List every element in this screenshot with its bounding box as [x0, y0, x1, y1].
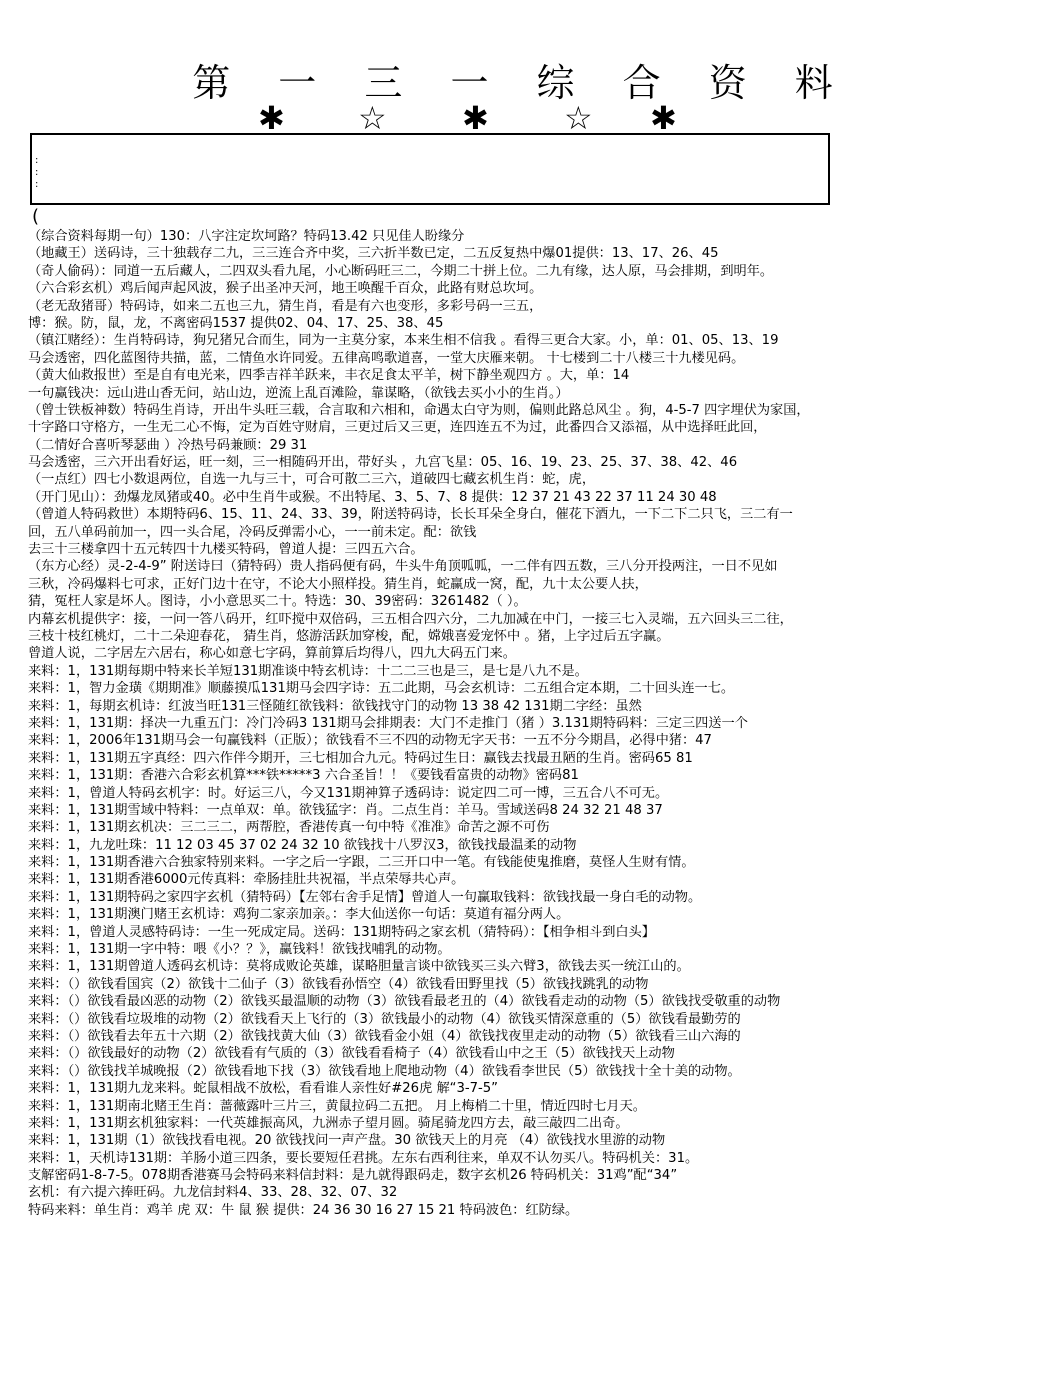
text-line: （一点红）四七小数退两位，自选一九与三十，可合可散二三六，道破四七藏玄机生肖：蛇，虎，	[28, 472, 596, 488]
text-line: （曾士铁板神数）特码生肖诗，开出牛头旺三载，合言取和六相和，命遇太白守为则，偏则此路总风尘 。狗，4-5-7 四字埋伏为家国，	[28, 402, 810, 418]
text-line: 来料：1，131期特码之家四字玄机（猜特码）【左邻右舍手足情】曾道人一句赢取钱料：欲钱找最一身白毛的动物。	[28, 889, 702, 905]
text-line: 来料：1，131期曾道人透码玄机诗：莫将成败论英雄，谋略胆量言谈中欲钱买三头六臂3，欲钱去买一统江山的。	[28, 959, 690, 975]
text-line: 来料：1，131期五字真经：四六作伴今期开，三七相加合九元。特码过生日：赢钱去找最丑陋的生肖。密码65 81	[28, 750, 693, 766]
corner-mark: (	[32, 206, 40, 227]
text-line: 来料：（）欲钱看去年五十六期（2）欲钱找黄大仙（3）欲钱看金小姐（4）欲钱找夜里走动的动物（5）欲钱看三山六海的	[28, 1028, 741, 1044]
text-line: 来料：1，曾道人灵感特码诗：一生一死成定局。送码：131期特码之家玄机（猜特码）：【相争相斗到白头】	[28, 924, 655, 940]
text-line: 猜，冤枉人家是坏人。图诗，小小意思买二十。特选：30、39密码：3261482（ ）。	[28, 594, 527, 610]
text-line: 来料：1，131期一字中特：喂《小？？》，赢钱料！欲钱找哺乳的动物。	[28, 942, 451, 958]
text-line: 博：猴。防，鼠，龙，不离密码1537 提供02、04、17、25、38、45	[28, 315, 444, 331]
text-line: 来料：1，131期香港6000元传真料：牵肠挂肚共祝福，半点荣辱共心声。	[28, 872, 465, 888]
star-outline-icon: ☆	[358, 99, 387, 137]
text-line: 来料：1，131期：择决一九重五门：冷门冷码3 131期马会排期表：大门不走推门（猪 ）3.131期特码料：三定三四送一个	[28, 715, 748, 731]
text-line: （二情好合喜听琴瑟曲 ）冷热号码兼顾：29 31	[28, 437, 308, 453]
text-line: 来料：1，曾道人特码玄机字：时。好运三八，今又131期神算子透码诗：说定四二可一博，三五合八不可无。	[28, 785, 669, 801]
asterisk-icon: ✱	[650, 99, 677, 137]
text-line: （老无敌猪哥）特码诗，如来二五也三九，猜生肖，看是有六也变形，多彩号码一三五，	[28, 298, 543, 314]
text-line: 来料：1，九龙吐珠：11 12 03 45 37 02 24 32 10 欲钱找十八罗汉3，欲钱找最温柔的动物	[28, 837, 577, 853]
text-line: （六合彩玄机）鸡后闻声起风波，猴子出圣冲天河，地王唤醒千百众，此路有财总坎坷。	[28, 281, 543, 297]
text-line: （东方心经）灵-2-4-9” 附送诗曰（猜特码）贵人指码便有码，牛头牛角顶呱呱，一二伴有四五数，三八分开投两注，一日不见如	[28, 559, 778, 575]
text-line: 来料：1，131期南北赌王生肖：蔷薇露叶三片三，黄鼠拉码二五把。 月上梅梢二十里，情近四时七月天。	[28, 1098, 646, 1114]
star-row	[0, 98, 1043, 138]
asterisk-icon: ✱	[462, 99, 489, 137]
text-line: 来料：1，131期香港六合独家特别来料。一字之后一字跟，二三开口中一笔。有钱能使鬼推磨，莫怪人生财有情。	[28, 855, 695, 871]
text-line: 来料：（）欲钱看垃圾堆的动物（2）欲钱看天上飞行的（3）欲钱最小的动物（4）欲钱买情深意重的（5）欲钱看最勤劳的	[28, 1011, 741, 1027]
text-line: 来料：1，131期：香港六合彩玄机算***铁*****3 六合圣旨！！《要钱看富贵的动物》密码81	[28, 768, 579, 784]
empty-frame-box	[30, 133, 830, 205]
text-line: （奇人偷码）：同道一五后藏人，二四双头看九尾，小心断码旺三二，今期二十拼上位。二九有缘，达人原，马会排期，到明年。	[28, 263, 774, 279]
text-lines	[28, 228, 1033, 1219]
text-line: 来料：1，131期雪域中特料：一点单双：单。欲钱猛字：肖。二点生肖：羊马。雪域送码8 24 32 21 48 37	[28, 802, 663, 818]
text-line: 来料：1，智力金璜《期期准》顺藤摸瓜131期马会四字诗：五二此期，马会玄机诗：二五组合定本期，二十回头连一七。	[28, 681, 735, 697]
text-line: （开门见山）：劲爆龙凤猪或40。必中生肖牛或猴。不出特尾、3、5、7、8 提供：12 37 21 43 22 37 11 24 30 48	[28, 489, 717, 505]
text-line: 马会透密，三六开出看好运，旺一刻，三一相随码开出，带好头 ，九宫飞星：05、16、19、23、25、37、38、42、46	[28, 455, 738, 471]
text-line: 来料：1，131期（1）欲钱找看电视。20 欲钱找问一声产盘。30 欲钱天上的月亮 （4）欲钱找水里游的动物	[28, 1133, 666, 1149]
text-line: 马会透密，四化蓝图待共描，蓝，二情鱼水许同爱。五律高鸣歌道喜，一堂大庆雁来朝。 十七楼到二十八楼三十九楼见码。	[28, 350, 745, 366]
text-line: （镇江赌经）：生肖特码诗，狗兄猪兄合而生，同为一主莫分家，本来生相不信我 。看得三更合大家。小，单：01、05、13、19	[28, 333, 779, 349]
star-outline-icon: ☆	[564, 99, 593, 137]
text-line: 来料：1，131期九龙来料。蛇鼠相战不放松，看看谁人亲性好#26虎 解“3-7-5”	[28, 1081, 498, 1097]
asterisk-icon: ✱	[258, 99, 285, 137]
box-marks: : : :	[35, 155, 39, 190]
text-line: 支解密码1-8-7-5。078期香港赛马会特码来料信封料：是九就得跟码走，数字玄机26 特码机关：31鸡”配“34”	[28, 1168, 678, 1184]
text-line: 来料：1，2006年131期马会一句赢钱料（正版）；欲钱看不三不四的动物无字天书：一五不分今期昌，必得中猪：47	[28, 733, 712, 749]
text-line: 来料：（）欲钱找羊城晚报（2）欲钱看地下找（3）欲钱看地上爬地动物（4）欲钱看李世民（5）欲钱找十全十美的动物。	[28, 1063, 741, 1079]
text-line: 内幕玄机提供字：接，一问一答八码开，红吓搅中双倍码，三五相合四六分，二九加减在中门，一接三七入灵端，五六回头三二往，	[28, 611, 793, 627]
text-line: 来料：1，天机诗131期：羊肠小道三四条，要长要短任君挑。左东右西利往来，单双不认勿买八。特码机关：31。	[28, 1150, 699, 1166]
text-line: 三枝十枝红桃灯，二十二朵迎春花， 猜生肖，悠游活跃加穿梭，配，嫦娥喜爱宠怀中 。猪，上字过后五字赢。	[28, 628, 670, 644]
text-line: 来料：（）欲钱最好的动物（2）欲钱看有气质的（3）欲钱看看椅子（4）欲钱看山中之王（5）欲钱找天上动物	[28, 1046, 675, 1062]
text-line: 来料：1，131期玄机决：三二三二，两帮腔，香港传真一句中特《准准》命苦之源不可伤	[28, 820, 550, 836]
text-line: （曾道人特码救世）本期特码6、15、11、24、33、39，附送特码诗，长长耳朵全身白，催花下酒九，一下二下二只飞，三二有一	[28, 507, 793, 523]
page-title: 第 一 三 一 综 合 资 料	[192, 61, 851, 105]
text-line: 回，五八单码前加一，四一头合尾，冷码反弹需小心，一一前未定。配：欲钱	[28, 524, 477, 540]
text-line: 来料：（）欲钱看国宾（2）欲钱十二仙子（3）欲钱看孙悟空（4）欲钱看田野里找（5）欲钱找跳乳的动物	[28, 976, 649, 992]
text-line: 特码来料：单生肖：鸡羊 虎 双：牛 鼠 猴 提供：24 36 30 16 27 15 21 特码波色：红防绿。	[28, 1202, 579, 1218]
text-line: 来料：1，131期玄机独家料：一代英雄振高风，九洲赤子望月圆。骑尾骑龙四方去，敲三敲四二出奇。	[28, 1115, 629, 1131]
text-line: 三秋，冷码爆料七可求，正好门边十在守，不论大小照样投。猜生肖，蛇赢成一窝，配，九十太公要人扶，	[28, 576, 648, 592]
text-line: （地藏王）送码诗，三十独载存二九，三三连合齐中奖，三六折半数已定，二五反复热中爆01提供：13、17、26、45	[28, 246, 719, 262]
text-line: 来料：1，每期玄机诗：红波当旺131三怪随红欲钱料：欲钱找守门的动物 13 38 42 131期二字经：虽然	[28, 698, 642, 714]
text-line: 来料：1，131期每期中特来长羊短131期准谈中特玄机诗：十二二三也是三，是七是八九不是。	[28, 663, 588, 679]
text-line: （综合资料每期一句）130：八字注定坎坷路？特码13.42 只见佳人盼缘分	[28, 229, 465, 244]
text-line: 来料：（）欲钱看最凶恶的动物（2）欲钱买最温顺的动物（3）欲钱看最老丑的（4）欲钱看走动的动物（5）欲钱找受敬重的动物	[28, 994, 781, 1010]
text-line: 玄机：有六提六捧旺码。九龙信封料4、33、28、32、07、32	[28, 1185, 398, 1201]
text-line: （黄大仙救报世）至是自有电光来，四季吉祥羊跃来，丰衣足食太平羊，树下静坐观四方 。大，单：14	[28, 368, 630, 384]
text-line: 去三十三楼拿四十五元转四十九楼买特码，曾道人提：三四五六合。	[28, 542, 424, 558]
text-line: 来料：1，131期澳门赌王玄机诗：鸡狗二家亲加亲。：李大仙送你一句话：莫道有福分两人。	[28, 907, 570, 923]
text-line: 曾道人说，二字居左六居右，称心如意七字码，算前算后均得八，四九大码五门来。	[28, 646, 516, 662]
text-line: 一句赢钱决：远山进山香无问，站山边，逆流上乱百滩险，靠谋略，（欲钱去买小小的生肖。）	[28, 385, 569, 401]
text-line: 十字路口守格方，一生无二心不悔，定为百姓守财肩，三更过后又三更，连四连五不为过，此番四合又添福，从中选择旺此回，	[28, 420, 767, 436]
